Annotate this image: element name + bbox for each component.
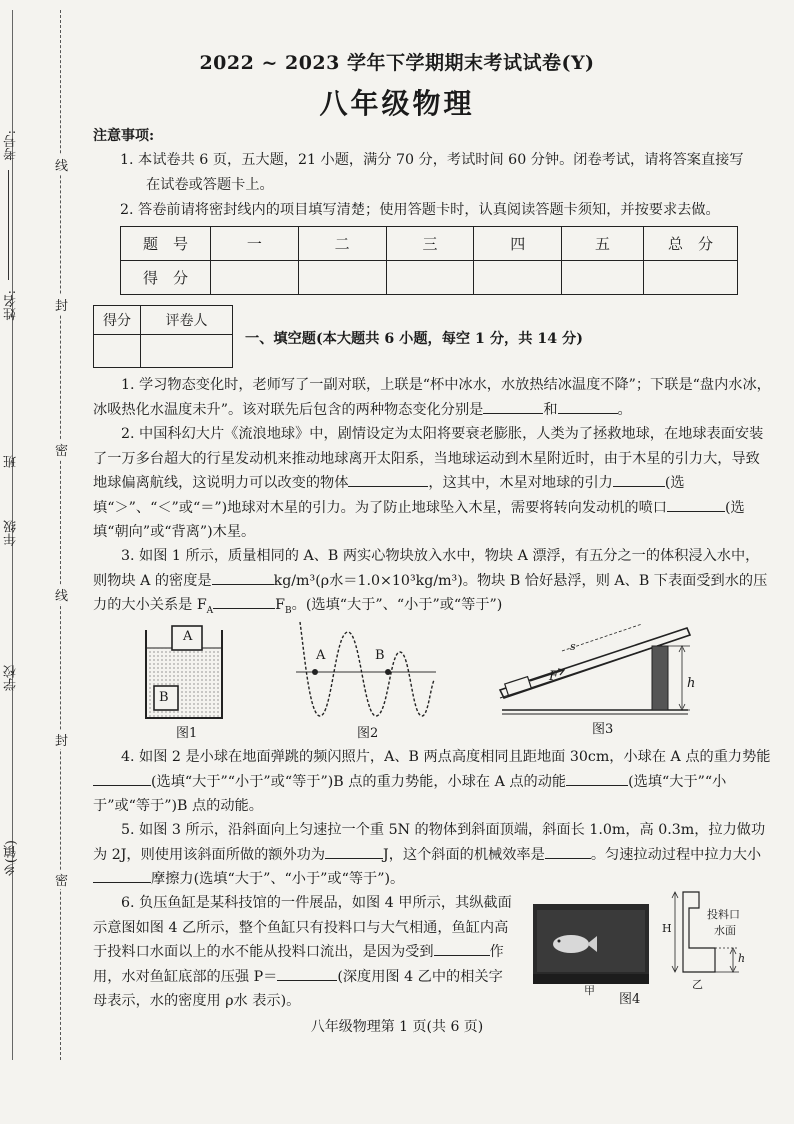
fig4-yi-label: 乙 [692, 978, 703, 991]
q1-text-2: 和 [543, 401, 558, 418]
question-6 [93, 891, 513, 1014]
exam-title: 2022 ~ 2023 学年下学期期末考试试卷(Y) [199, 52, 595, 74]
fig2-caption: 图2 [357, 726, 379, 741]
q3-blank-2[interactable] [213, 594, 275, 609]
question-1 [93, 373, 773, 422]
seal-char-feng-2: 封 [55, 730, 68, 749]
sidebar-label-grade: 年级 [4, 520, 19, 546]
q3-text-4: 。(选填“大于”、“小于”或“等于”) [291, 597, 503, 613]
fig3-caption: 图3 [592, 722, 614, 737]
score-table-score-row [121, 261, 738, 295]
seal-char-feng-1: 封 [55, 295, 68, 314]
q4-text: 4. 如图 2 是小球在地面弹跳的频闪照片，A、B 两点高度相同且距地面 30cm，小球在 A 点的重力势能 [121, 749, 771, 765]
figure-4-photo [533, 904, 649, 984]
notice-item-1-line-2: 在试卷或答题卡上。 [146, 177, 274, 193]
score-header-cell: 五 [562, 227, 644, 261]
fig4-surface-label: 水面 [714, 924, 736, 937]
q2-text-2: ，这其中，木星对地球的引力 [428, 475, 613, 491]
q5-text-4: 摩擦力(选填“大于”、“小于”或“等于”)。 [151, 871, 405, 887]
q4-blank-2[interactable] [566, 771, 628, 786]
score-cell[interactable] [562, 261, 644, 295]
score-cell[interactable] [474, 261, 562, 295]
q5-text-3: 。匀速拉动过程中拉力大小 [590, 846, 762, 863]
fig1-caption: 图1 [176, 726, 198, 741]
section-1-title: 一、填空题(本大题共 6 小题，每空 1 分，共 14 分) [245, 331, 583, 347]
q5-blank-3[interactable] [93, 868, 151, 883]
fig2-a-label: A [316, 648, 326, 663]
q4-text-3: (选填“大于”“小于”或“等于”)B 点的动能。 [93, 773, 727, 814]
fig3-s-label: s [570, 640, 576, 653]
score-header-cell: 三 [386, 227, 474, 261]
fig1-a-label: A [183, 629, 193, 644]
score-table-header-row [121, 227, 738, 261]
q5-text: 5. 如图 3 所示，沿斜面向上匀速拉一个重 5N 的物体到斜面顶端，斜面长 1.0m，高 0.3m，拉力做功为 2J，则使用该斜面所做的额外功为 [93, 822, 766, 863]
grader-score-cell[interactable] [94, 335, 141, 368]
question-2 [93, 422, 773, 545]
q6-text-3: (深度用图 4 乙中的相关字母表示，水的密度用 ρ水 表示)。 [93, 968, 503, 1009]
grader-name-label: 评卷人 [141, 306, 233, 335]
q2-blank-2[interactable] [613, 472, 665, 487]
score-cell[interactable] [644, 261, 738, 295]
q2-blank-3[interactable] [667, 497, 725, 512]
figure-3 [492, 618, 712, 718]
q3-text-3: F [275, 597, 286, 613]
score-row-label: 得 分 [121, 261, 211, 295]
fig4-H-label: H [662, 922, 672, 935]
seal-char-mi-1: 密 [55, 440, 68, 459]
notice-item-2: 2. 答卷前请将密封线内的项目填写清楚；使用答题卡时，认真阅读答题卡须知，并按要求去做。 [120, 202, 720, 218]
q1-text: 1. 学习物态变化时，老师写了一副对联，上联是“杯中冰水，水放热结冰温度不降”；下联是“盘内水冰，冰吸热化水温度未升”。该对联先后包含的两种物态变化分别是 [93, 377, 771, 418]
seal-char-mi-2: 密 [55, 870, 68, 889]
fig4-inlet-label: 投料口 [707, 908, 740, 921]
fig3-h-label: h [687, 676, 696, 691]
q4-blank-1[interactable] [93, 771, 151, 786]
sidebar-label-school: 学校 [4, 665, 19, 691]
question-4 [93, 745, 773, 819]
score-cell[interactable] [211, 261, 299, 295]
q2-text-4: (选填“朝向”或“背离”)木星。 [93, 499, 745, 540]
score-header-cell: 二 [298, 227, 386, 261]
fig1-b-label: B [159, 690, 169, 705]
score-header-cell: 一 [211, 227, 299, 261]
q1-blank-2[interactable] [558, 399, 618, 414]
fig4-h-label: h [738, 952, 746, 965]
q3-blank-1[interactable] [212, 570, 274, 585]
score-cell[interactable] [386, 261, 474, 295]
sidebar-label-exam-number: 考号: [4, 130, 19, 161]
question-5 [93, 818, 773, 892]
score-header-cell: 四 [474, 227, 562, 261]
score-cell[interactable] [298, 261, 386, 295]
notice-heading: 注意事项: [93, 128, 155, 144]
grader-box [93, 305, 233, 368]
seal-char-xian-2: 线 [55, 585, 68, 604]
figure-4-diagram [655, 888, 755, 984]
fig3-f-label: F [549, 669, 559, 684]
q4-text-2: (选填“大于”“小于”或“等于”)B 点的重力势能，小球在 A 点的动能 [151, 773, 567, 790]
q2-text-3: (选填“＞”、“＜”或“＝”)地球对木星的引力。为了防止地球坠入木星，需要将转向发动机的喷口 [93, 475, 685, 516]
grader-score-label: 得分 [94, 306, 141, 335]
score-header-cell: 总 分 [644, 227, 738, 261]
sidebar-label-class: 班 [4, 455, 19, 468]
fig2-b-label: B [375, 648, 385, 663]
figure-2 [290, 620, 440, 730]
question-3: 3. 如图 1 所示，质量相同的 A、B 两实心物块放入水中，物块 A 漂浮，有五分之一的体积浸入水中，则物块 A 的密度是 kg/m³(ρ水＝1.0×10³kg/m³)。物块 B 恰好悬浮，则 A、B 下表面受到水的压力的大小关系是 $F_A$ $F_B$。(选填“大于”、“小于”或“等于”) [93, 548, 768, 616]
seal-char-xian-1: 线 [55, 155, 68, 174]
sidebar-label-town: 乡(镇) [4, 840, 19, 877]
notice-item-1-line-1: 1. 本试卷共 6 页，五大题，21 小题，满分 70 分，考试时间 60 分钟。闭卷考试，请将答案直接写 [120, 152, 744, 168]
sidebar-label-name: 姓名: [4, 290, 19, 321]
fig4-jia-label: 甲 [584, 984, 595, 997]
q2-text: 2. 中国科幻大片《流浪地球》中，剧情设定为太阳将要衰老膨胀，人类为了拯救地球，在地球表面安装了一万多台超大的行星发动机来推动地球离开太阳系，当地球运动到木星附近时，由于木星的引力大，导致地球偏离航线，这说明力可以改变的物体 [93, 426, 764, 491]
q5-blank-2[interactable] [545, 844, 591, 859]
q3-text: 3. 如图 1 所示，质量相同的 A、B 两实心物块放入水中，物块 A 漂浮，有五分之一的体积浸入水中，则物块 A 的密度是 [93, 548, 760, 589]
q5-text-2: J，这个斜面的机械效率是 [383, 846, 545, 863]
score-header-cell: 题 号 [121, 227, 211, 261]
q3-text-2: kg/m³(ρ水＝1.0×10³kg/m³)。物块 B 恰好悬浮，则 A、B 下表面受到水的压力的大小关系是 F [93, 572, 768, 613]
fig4-caption: 图4 [619, 992, 641, 1007]
grader-name-cell[interactable] [141, 335, 233, 368]
q6-blank-2[interactable] [277, 966, 337, 981]
score-table [120, 226, 738, 295]
q6-blank-1[interactable] [434, 941, 490, 956]
exam-number-line [8, 170, 9, 280]
subject-title: 八年级物理 [319, 87, 475, 120]
q1-text-3: 。 [617, 401, 632, 418]
q5-blank-1[interactable] [325, 844, 383, 859]
q1-blank-1[interactable] [483, 399, 543, 414]
q2-blank-1[interactable] [348, 472, 428, 487]
q6-text: 6. 负压鱼缸是某科技馆的一件展品，如图 4 甲所示，其纵截面示意图如图 4 乙所示，整个鱼缸只有投料口与大气相通，鱼缸内高于投料口水面以上的水不能从投料口流出，是因为受到 [93, 895, 512, 960]
page-footer: 八年级物理第 1 页(共 6 页) [310, 1019, 484, 1035]
q6-text-2: 作用，水对鱼缸底部的压强 P＝ [93, 944, 504, 985]
